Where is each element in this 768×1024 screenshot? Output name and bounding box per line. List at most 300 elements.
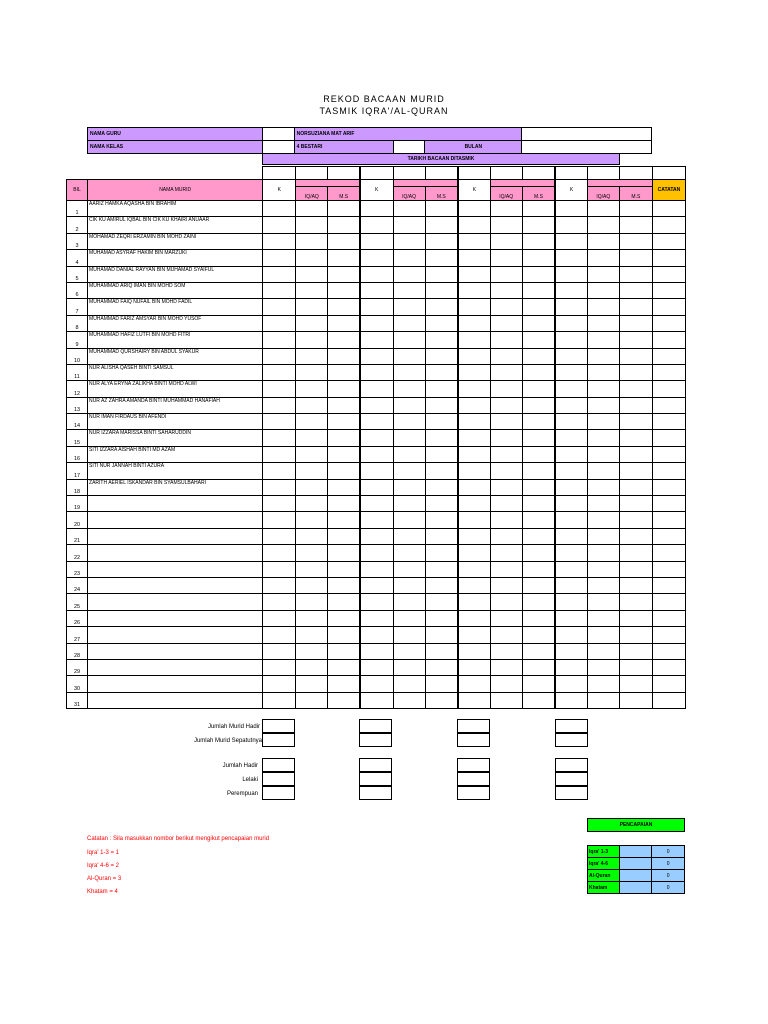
row-entry-cell[interactable] xyxy=(522,250,555,266)
row-entry-cell[interactable] xyxy=(360,594,393,610)
row-entry-cell[interactable] xyxy=(263,561,296,577)
row-entry-cell[interactable] xyxy=(555,414,587,430)
row-entry-cell[interactable] xyxy=(328,643,360,659)
row-catatan-cell[interactable] xyxy=(652,545,685,561)
row-entry-cell[interactable] xyxy=(587,282,619,298)
row-student-name[interactable]: NUR AZ ZAHRA AMANDA BINTI MUHAMMAD HANAFIAH xyxy=(88,397,263,413)
row-catatan-cell[interactable] xyxy=(652,414,685,430)
row-entry-cell[interactable] xyxy=(425,594,458,610)
row-entry-cell[interactable] xyxy=(296,676,328,692)
row-entry-cell[interactable] xyxy=(360,233,393,249)
row-entry-cell[interactable] xyxy=(263,446,296,462)
row-entry-cell[interactable] xyxy=(360,250,393,266)
row-entry-cell[interactable] xyxy=(328,610,360,626)
row-entry-cell[interactable] xyxy=(360,610,393,626)
row-entry-cell[interactable] xyxy=(619,577,652,593)
row-entry-cell[interactable] xyxy=(555,299,587,315)
row-entry-cell[interactable] xyxy=(619,250,652,266)
row-student-name[interactable] xyxy=(88,528,263,544)
row-entry-cell[interactable] xyxy=(360,463,393,479)
row-entry-cell[interactable] xyxy=(490,610,522,626)
summary-input-box[interactable] xyxy=(262,719,295,733)
row-student-name[interactable]: MUHAMAD ASYRAF HAKIM BIN MARZUKI xyxy=(88,250,263,266)
summary-input-box[interactable] xyxy=(262,786,295,800)
row-entry-cell[interactable] xyxy=(490,397,522,413)
row-entry-cell[interactable] xyxy=(328,659,360,675)
row-entry-cell[interactable] xyxy=(328,512,360,528)
row-entry-cell[interactable] xyxy=(296,332,328,348)
row-catatan-cell[interactable] xyxy=(652,315,685,331)
nama-guru-value[interactable]: NORSUZIANA MAT ARIF xyxy=(294,128,522,141)
summary-input-box[interactable] xyxy=(262,758,295,772)
row-entry-cell[interactable] xyxy=(296,364,328,380)
row-entry-cell[interactable] xyxy=(619,446,652,462)
row-entry-cell[interactable] xyxy=(458,201,490,217)
row-entry-cell[interactable] xyxy=(296,217,328,233)
row-entry-cell[interactable] xyxy=(425,282,458,298)
row-entry-cell[interactable] xyxy=(587,233,619,249)
row-entry-cell[interactable] xyxy=(263,315,296,331)
row-entry-cell[interactable] xyxy=(425,266,458,282)
row-entry-cell[interactable] xyxy=(555,430,587,446)
row-entry-cell[interactable] xyxy=(393,381,425,397)
row-entry-cell[interactable] xyxy=(587,561,619,577)
row-entry-cell[interactable] xyxy=(328,315,360,331)
row-student-name[interactable]: MUHAMAD DANIAL RAYYAN BIN MUHAMAD SYAIFUL xyxy=(88,266,263,282)
row-entry-cell[interactable] xyxy=(522,496,555,512)
row-entry-cell[interactable] xyxy=(328,299,360,315)
row-entry-cell[interactable] xyxy=(360,299,393,315)
row-entry-cell[interactable] xyxy=(328,233,360,249)
summary-input-box[interactable] xyxy=(359,719,392,733)
row-entry-cell[interactable] xyxy=(296,659,328,675)
row-entry-cell[interactable] xyxy=(360,561,393,577)
row-entry-cell[interactable] xyxy=(328,201,360,217)
row-entry-cell[interactable] xyxy=(296,496,328,512)
row-entry-cell[interactable] xyxy=(425,463,458,479)
bulan-value[interactable] xyxy=(522,141,652,154)
row-entry-cell[interactable] xyxy=(490,364,522,380)
row-catatan-cell[interactable] xyxy=(652,692,685,708)
row-entry-cell[interactable] xyxy=(555,512,587,528)
row-entry-cell[interactable] xyxy=(328,676,360,692)
row-student-name[interactable]: NUR ALYA ERYNA ZALIKHA BINTI MOHD ALWI xyxy=(88,381,263,397)
row-entry-cell[interactable] xyxy=(263,577,296,593)
row-entry-cell[interactable] xyxy=(328,545,360,561)
row-entry-cell[interactable] xyxy=(619,561,652,577)
row-entry-cell[interactable] xyxy=(393,397,425,413)
row-entry-cell[interactable] xyxy=(522,266,555,282)
row-student-name[interactable]: MUHAMMAD QURSHAIRY BIN ABDUL SYAKUR xyxy=(88,348,263,364)
row-entry-cell[interactable] xyxy=(296,577,328,593)
row-student-name[interactable]: AARIZ HAMKA AQASHA BIN IBRAHIM xyxy=(88,201,263,217)
row-entry-cell[interactable] xyxy=(360,528,393,544)
row-entry-cell[interactable] xyxy=(328,479,360,495)
row-entry-cell[interactable] xyxy=(263,414,296,430)
row-entry-cell[interactable] xyxy=(328,692,360,708)
row-entry-cell[interactable] xyxy=(263,348,296,364)
row-student-name[interactable]: NUR ALISHA QASEH BINTI SAMSUL xyxy=(88,364,263,380)
row-entry-cell[interactable] xyxy=(619,496,652,512)
row-entry-cell[interactable] xyxy=(619,512,652,528)
row-catatan-cell[interactable] xyxy=(652,610,685,626)
row-entry-cell[interactable] xyxy=(425,528,458,544)
row-entry-cell[interactable] xyxy=(393,282,425,298)
row-entry-cell[interactable] xyxy=(360,659,393,675)
row-entry-cell[interactable] xyxy=(587,201,619,217)
row-entry-cell[interactable] xyxy=(328,430,360,446)
row-entry-cell[interactable] xyxy=(360,266,393,282)
row-entry-cell[interactable] xyxy=(522,332,555,348)
row-entry-cell[interactable] xyxy=(458,659,490,675)
row-entry-cell[interactable] xyxy=(296,692,328,708)
row-entry-cell[interactable] xyxy=(425,250,458,266)
row-entry-cell[interactable] xyxy=(587,479,619,495)
row-entry-cell[interactable] xyxy=(555,348,587,364)
row-entry-cell[interactable] xyxy=(490,332,522,348)
row-entry-cell[interactable] xyxy=(458,282,490,298)
row-entry-cell[interactable] xyxy=(393,561,425,577)
row-entry-cell[interactable] xyxy=(425,430,458,446)
row-entry-cell[interactable] xyxy=(490,430,522,446)
row-entry-cell[interactable] xyxy=(522,414,555,430)
row-catatan-cell[interactable] xyxy=(652,201,685,217)
row-entry-cell[interactable] xyxy=(587,676,619,692)
row-entry-cell[interactable] xyxy=(587,627,619,643)
row-entry-cell[interactable] xyxy=(263,545,296,561)
row-entry-cell[interactable] xyxy=(296,594,328,610)
row-entry-cell[interactable] xyxy=(587,692,619,708)
row-catatan-cell[interactable] xyxy=(652,463,685,479)
row-entry-cell[interactable] xyxy=(555,528,587,544)
row-entry-cell[interactable] xyxy=(458,577,490,593)
row-entry-cell[interactable] xyxy=(619,610,652,626)
row-entry-cell[interactable] xyxy=(360,446,393,462)
row-entry-cell[interactable] xyxy=(522,479,555,495)
row-entry-cell[interactable] xyxy=(555,381,587,397)
row-entry-cell[interactable] xyxy=(425,496,458,512)
row-entry-cell[interactable] xyxy=(425,397,458,413)
row-entry-cell[interactable] xyxy=(490,201,522,217)
row-entry-cell[interactable] xyxy=(263,282,296,298)
row-entry-cell[interactable] xyxy=(458,512,490,528)
row-entry-cell[interactable] xyxy=(458,446,490,462)
row-entry-cell[interactable] xyxy=(522,217,555,233)
row-catatan-cell[interactable] xyxy=(652,496,685,512)
row-entry-cell[interactable] xyxy=(555,610,587,626)
row-entry-cell[interactable] xyxy=(458,676,490,692)
row-entry-cell[interactable] xyxy=(393,528,425,544)
row-entry-cell[interactable] xyxy=(619,676,652,692)
row-entry-cell[interactable] xyxy=(490,250,522,266)
row-entry-cell[interactable] xyxy=(425,692,458,708)
row-entry-cell[interactable] xyxy=(619,332,652,348)
row-entry-cell[interactable] xyxy=(393,610,425,626)
row-entry-cell[interactable] xyxy=(360,397,393,413)
row-entry-cell[interactable] xyxy=(458,250,490,266)
row-catatan-cell[interactable] xyxy=(652,512,685,528)
row-entry-cell[interactable] xyxy=(522,643,555,659)
summary-input-box[interactable] xyxy=(457,758,490,772)
row-entry-cell[interactable] xyxy=(263,233,296,249)
row-entry-cell[interactable] xyxy=(458,479,490,495)
row-entry-cell[interactable] xyxy=(619,299,652,315)
row-entry-cell[interactable] xyxy=(425,545,458,561)
row-entry-cell[interactable] xyxy=(587,610,619,626)
row-entry-cell[interactable] xyxy=(619,692,652,708)
row-student-name[interactable]: ZARITH AERIEL ISKANDAR BIN SYAMSULBAHARI xyxy=(88,479,263,495)
row-entry-cell[interactable] xyxy=(458,381,490,397)
row-entry-cell[interactable] xyxy=(425,512,458,528)
row-entry-cell[interactable] xyxy=(522,446,555,462)
row-entry-cell[interactable] xyxy=(587,364,619,380)
row-entry-cell[interactable] xyxy=(555,676,587,692)
row-entry-cell[interactable] xyxy=(328,348,360,364)
row-entry-cell[interactable] xyxy=(263,299,296,315)
row-entry-cell[interactable] xyxy=(328,496,360,512)
row-entry-cell[interactable] xyxy=(619,643,652,659)
row-entry-cell[interactable] xyxy=(587,496,619,512)
summary-input-box[interactable] xyxy=(359,733,392,747)
row-entry-cell[interactable] xyxy=(587,594,619,610)
row-entry-cell[interactable] xyxy=(263,364,296,380)
row-catatan-cell[interactable] xyxy=(652,643,685,659)
row-entry-cell[interactable] xyxy=(555,250,587,266)
row-entry-cell[interactable] xyxy=(522,561,555,577)
row-entry-cell[interactable] xyxy=(263,397,296,413)
row-entry-cell[interactable] xyxy=(263,627,296,643)
row-entry-cell[interactable] xyxy=(522,545,555,561)
row-entry-cell[interactable] xyxy=(490,217,522,233)
row-entry-cell[interactable] xyxy=(458,561,490,577)
row-entry-cell[interactable] xyxy=(263,332,296,348)
row-entry-cell[interactable] xyxy=(619,364,652,380)
row-entry-cell[interactable] xyxy=(360,496,393,512)
row-entry-cell[interactable] xyxy=(490,496,522,512)
row-entry-cell[interactable] xyxy=(587,217,619,233)
row-entry-cell[interactable] xyxy=(425,643,458,659)
row-entry-cell[interactable] xyxy=(393,545,425,561)
row-student-name[interactable] xyxy=(88,676,263,692)
row-entry-cell[interactable] xyxy=(263,643,296,659)
row-entry-cell[interactable] xyxy=(458,496,490,512)
row-entry-cell[interactable] xyxy=(263,479,296,495)
row-entry-cell[interactable] xyxy=(393,627,425,643)
row-entry-cell[interactable] xyxy=(360,315,393,331)
row-entry-cell[interactable] xyxy=(522,528,555,544)
row-entry-cell[interactable] xyxy=(263,463,296,479)
row-student-name[interactable] xyxy=(88,692,263,708)
row-entry-cell[interactable] xyxy=(619,659,652,675)
row-entry-cell[interactable] xyxy=(263,659,296,675)
row-catatan-cell[interactable] xyxy=(652,364,685,380)
row-catatan-cell[interactable] xyxy=(652,217,685,233)
row-entry-cell[interactable] xyxy=(360,381,393,397)
row-entry-cell[interactable] xyxy=(458,463,490,479)
row-entry-cell[interactable] xyxy=(393,430,425,446)
summary-input-box[interactable] xyxy=(359,786,392,800)
row-entry-cell[interactable] xyxy=(522,381,555,397)
row-entry-cell[interactable] xyxy=(555,397,587,413)
row-entry-cell[interactable] xyxy=(296,315,328,331)
row-entry-cell[interactable] xyxy=(619,528,652,544)
row-entry-cell[interactable] xyxy=(490,348,522,364)
row-entry-cell[interactable] xyxy=(587,414,619,430)
row-entry-cell[interactable] xyxy=(555,627,587,643)
row-entry-cell[interactable] xyxy=(587,528,619,544)
row-entry-cell[interactable] xyxy=(425,299,458,315)
row-entry-cell[interactable] xyxy=(393,659,425,675)
row-entry-cell[interactable] xyxy=(328,627,360,643)
row-entry-cell[interactable] xyxy=(522,397,555,413)
row-entry-cell[interactable] xyxy=(328,561,360,577)
row-entry-cell[interactable] xyxy=(360,512,393,528)
row-entry-cell[interactable] xyxy=(296,463,328,479)
row-student-name[interactable]: NUR IZZARA MARISSA BINTI SAHARUDDIN xyxy=(88,430,263,446)
row-entry-cell[interactable] xyxy=(360,692,393,708)
row-catatan-cell[interactable] xyxy=(652,627,685,643)
row-entry-cell[interactable] xyxy=(490,659,522,675)
row-entry-cell[interactable] xyxy=(425,446,458,462)
row-entry-cell[interactable] xyxy=(360,217,393,233)
row-entry-cell[interactable] xyxy=(490,381,522,397)
row-entry-cell[interactable] xyxy=(393,594,425,610)
row-entry-cell[interactable] xyxy=(393,233,425,249)
row-entry-cell[interactable] xyxy=(490,266,522,282)
row-entry-cell[interactable] xyxy=(263,512,296,528)
row-entry-cell[interactable] xyxy=(393,332,425,348)
row-entry-cell[interactable] xyxy=(296,266,328,282)
row-student-name[interactable]: MUHAMMAD ARIQ IMAN BIN MOHD SOM xyxy=(88,282,263,298)
row-entry-cell[interactable] xyxy=(328,397,360,413)
row-entry-cell[interactable] xyxy=(555,463,587,479)
row-entry-cell[interactable] xyxy=(490,463,522,479)
row-entry-cell[interactable] xyxy=(328,463,360,479)
row-entry-cell[interactable] xyxy=(425,315,458,331)
row-entry-cell[interactable] xyxy=(555,201,587,217)
row-entry-cell[interactable] xyxy=(587,381,619,397)
row-entry-cell[interactable] xyxy=(555,594,587,610)
row-entry-cell[interactable] xyxy=(587,659,619,675)
summary-input-box[interactable] xyxy=(555,786,588,800)
row-entry-cell[interactable] xyxy=(263,217,296,233)
row-catatan-cell[interactable] xyxy=(652,348,685,364)
summary-input-box[interactable] xyxy=(262,772,295,786)
row-entry-cell[interactable] xyxy=(458,430,490,446)
row-entry-cell[interactable] xyxy=(263,496,296,512)
row-entry-cell[interactable] xyxy=(555,332,587,348)
row-entry-cell[interactable] xyxy=(328,528,360,544)
row-entry-cell[interactable] xyxy=(296,299,328,315)
row-entry-cell[interactable] xyxy=(263,676,296,692)
row-student-name[interactable] xyxy=(88,627,263,643)
row-entry-cell[interactable] xyxy=(458,594,490,610)
row-entry-cell[interactable] xyxy=(263,266,296,282)
row-entry-cell[interactable] xyxy=(555,643,587,659)
row-entry-cell[interactable] xyxy=(296,528,328,544)
row-entry-cell[interactable] xyxy=(619,233,652,249)
row-entry-cell[interactable] xyxy=(425,627,458,643)
row-entry-cell[interactable] xyxy=(360,332,393,348)
row-entry-cell[interactable] xyxy=(296,430,328,446)
row-entry-cell[interactable] xyxy=(522,299,555,315)
row-entry-cell[interactable] xyxy=(587,332,619,348)
row-catatan-cell[interactable] xyxy=(652,233,685,249)
summary-input-box[interactable] xyxy=(555,772,588,786)
row-entry-cell[interactable] xyxy=(490,446,522,462)
row-entry-cell[interactable] xyxy=(555,577,587,593)
row-entry-cell[interactable] xyxy=(490,577,522,593)
row-entry-cell[interactable] xyxy=(522,577,555,593)
row-entry-cell[interactable] xyxy=(587,643,619,659)
row-entry-cell[interactable] xyxy=(360,643,393,659)
row-entry-cell[interactable] xyxy=(328,414,360,430)
row-entry-cell[interactable] xyxy=(619,479,652,495)
row-student-name[interactable] xyxy=(88,659,263,675)
row-entry-cell[interactable] xyxy=(490,545,522,561)
row-entry-cell[interactable] xyxy=(619,594,652,610)
row-entry-cell[interactable] xyxy=(360,414,393,430)
row-entry-cell[interactable] xyxy=(296,561,328,577)
row-catatan-cell[interactable] xyxy=(652,676,685,692)
row-entry-cell[interactable] xyxy=(619,348,652,364)
row-entry-cell[interactable] xyxy=(328,282,360,298)
row-entry-cell[interactable] xyxy=(425,348,458,364)
row-entry-cell[interactable] xyxy=(522,364,555,380)
row-entry-cell[interactable] xyxy=(555,561,587,577)
summary-input-box[interactable] xyxy=(359,758,392,772)
row-entry-cell[interactable] xyxy=(263,430,296,446)
row-entry-cell[interactable] xyxy=(619,266,652,282)
row-catatan-cell[interactable] xyxy=(652,332,685,348)
row-entry-cell[interactable] xyxy=(490,233,522,249)
row-entry-cell[interactable] xyxy=(458,627,490,643)
row-entry-cell[interactable] xyxy=(328,217,360,233)
row-student-name[interactable] xyxy=(88,643,263,659)
row-catatan-cell[interactable] xyxy=(652,266,685,282)
row-entry-cell[interactable] xyxy=(490,479,522,495)
row-entry-cell[interactable] xyxy=(619,381,652,397)
row-catatan-cell[interactable] xyxy=(652,381,685,397)
row-entry-cell[interactable] xyxy=(522,676,555,692)
row-entry-cell[interactable] xyxy=(555,659,587,675)
row-entry-cell[interactable] xyxy=(393,463,425,479)
row-student-name[interactable] xyxy=(88,594,263,610)
row-entry-cell[interactable] xyxy=(360,201,393,217)
row-entry-cell[interactable] xyxy=(425,479,458,495)
row-entry-cell[interactable] xyxy=(393,217,425,233)
row-entry-cell[interactable] xyxy=(490,676,522,692)
row-student-name[interactable]: MUHAMMAD FAIQ NUFAIL BIN MOHD FADIL xyxy=(88,299,263,315)
row-entry-cell[interactable] xyxy=(458,528,490,544)
row-entry-cell[interactable] xyxy=(393,692,425,708)
row-entry-cell[interactable] xyxy=(619,315,652,331)
row-student-name[interactable] xyxy=(88,610,263,626)
row-entry-cell[interactable] xyxy=(328,577,360,593)
row-student-name[interactable] xyxy=(88,561,263,577)
row-entry-cell[interactable] xyxy=(328,446,360,462)
row-entry-cell[interactable] xyxy=(393,315,425,331)
row-entry-cell[interactable] xyxy=(619,430,652,446)
summary-input-box[interactable] xyxy=(457,772,490,786)
row-entry-cell[interactable] xyxy=(328,250,360,266)
row-student-name[interactable] xyxy=(88,512,263,528)
row-entry-cell[interactable] xyxy=(619,463,652,479)
nama-kelas-value[interactable]: 4 BESTARI xyxy=(294,141,394,154)
summary-input-box[interactable] xyxy=(262,733,295,747)
row-entry-cell[interactable] xyxy=(393,643,425,659)
row-entry-cell[interactable] xyxy=(587,545,619,561)
